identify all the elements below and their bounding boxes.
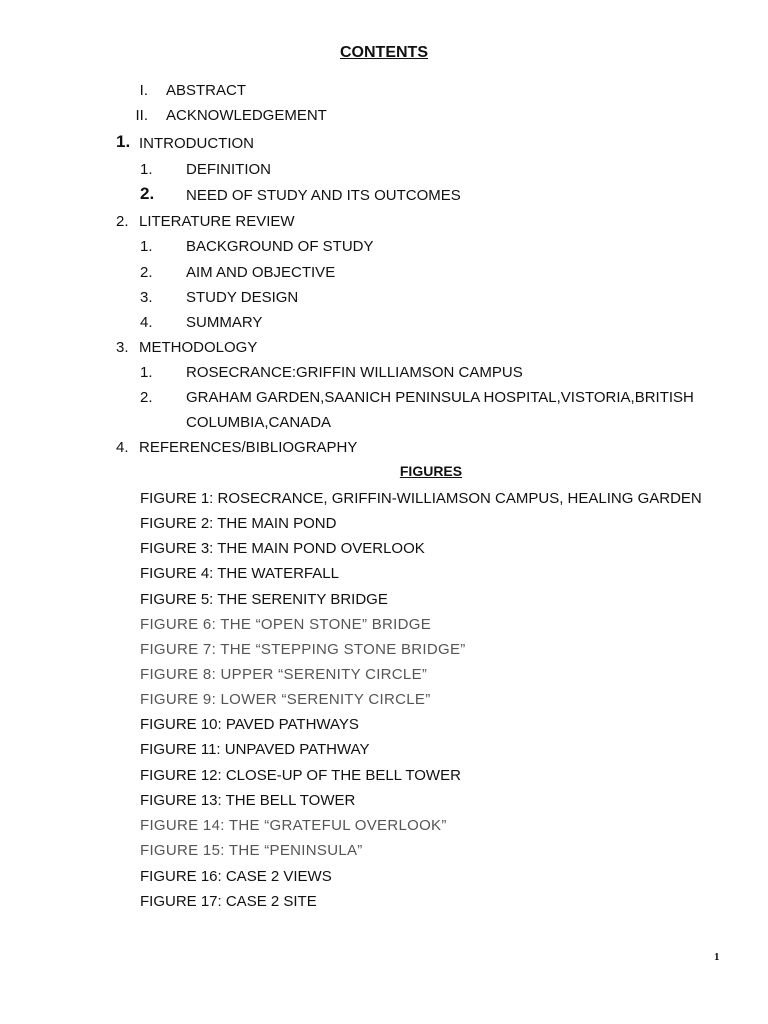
section-title: ROSECRANCE:GRIFFIN WILLIAMSON CAMPUS <box>186 364 523 381</box>
section-title: AIM AND OBJECTIVE <box>186 264 336 281</box>
section-number: 3. <box>140 289 153 306</box>
figure-entry: FIGURE 2: THE MAIN POND <box>140 515 337 532</box>
chapter-number: 2. <box>116 213 129 230</box>
figure-entry: FIGURE 15: THE “PENINSULA” <box>140 842 363 859</box>
figure-entry: FIGURE 12: CLOSE-UP OF THE BELL TOWER <box>140 767 461 784</box>
page-number: 1 <box>714 951 720 963</box>
section-title: BACKGROUND OF STUDY <box>186 238 374 255</box>
section-title-continuation: COLUMBIA,CANADA <box>186 414 332 431</box>
toc-entry: ABSTRACT <box>166 82 247 99</box>
figure-entry: FIGURE 17: CASE 2 SITE <box>140 893 317 910</box>
section-number: 1. <box>140 161 153 178</box>
toc-entry: ACKNOWLEDGEMENT <box>166 107 327 124</box>
figure-entry: FIGURE 10: PAVED PATHWAYS <box>140 716 359 733</box>
chapter-title: REFERENCES/BIBLIOGRAPHY <box>139 439 358 456</box>
section-number: 2. <box>140 184 155 203</box>
section-title: SUMMARY <box>186 314 263 331</box>
chapter-number: 4. <box>116 439 129 456</box>
section-number: 4. <box>140 314 153 331</box>
section-number: 2. <box>140 264 153 281</box>
figures-heading: FIGURES <box>399 463 463 479</box>
roman-marker: I. <box>139 82 148 99</box>
section-number: 1. <box>140 238 153 255</box>
figure-entry: FIGURE 16: CASE 2 VIEWS <box>140 868 332 885</box>
roman-marker: II. <box>135 107 148 124</box>
figure-entry: FIGURE 11: UNPAVED PATHWAY <box>140 741 370 758</box>
page-title: CONTENTS <box>340 44 428 61</box>
chapter-number: 3. <box>116 339 129 356</box>
chapter-number: 1. <box>116 132 131 151</box>
figure-entry: FIGURE 3: THE MAIN POND OVERLOOK <box>140 540 425 557</box>
section-title: GRAHAM GARDEN,SAANICH PENINSULA HOSPITAL,VISTORIA,BRITISH <box>186 389 694 406</box>
section-number: 1. <box>140 364 153 381</box>
figure-entry: FIGURE 4: THE WATERFALL <box>140 565 339 582</box>
figure-entry: FIGURE 14: THE “GRATEFUL OVERLOOK” <box>140 817 447 834</box>
figure-entry: FIGURE 8: UPPER “SERENITY CIRCLE” <box>140 666 428 683</box>
figure-entry: FIGURE 13: THE BELL TOWER <box>140 792 356 809</box>
chapter-title: LITERATURE REVIEW <box>139 213 295 230</box>
figure-entry: FIGURE 7: THE “STEPPING STONE BRIDGE” <box>140 641 466 658</box>
section-title: DEFINITION <box>186 161 271 178</box>
chapter-title: INTRODUCTION <box>139 135 254 152</box>
figure-entry: FIGURE 6: THE “OPEN STONE” BRIDGE <box>140 616 432 633</box>
section-number: 2. <box>140 389 153 406</box>
figure-entry: FIGURE 9: LOWER “SERENITY CIRCLE” <box>140 691 431 708</box>
section-title: STUDY DESIGN <box>186 289 299 306</box>
figure-entry: FIGURE 5: THE SERENITY BRIDGE <box>140 591 388 608</box>
figure-entry: FIGURE 1: ROSECRANCE, GRIFFIN-WILLIAMSON CAMPUS, HEALING GARDEN <box>140 490 702 507</box>
chapter-title: METHODOLOGY <box>139 339 258 356</box>
section-title: NEED OF STUDY AND ITS OUTCOMES <box>186 187 461 204</box>
